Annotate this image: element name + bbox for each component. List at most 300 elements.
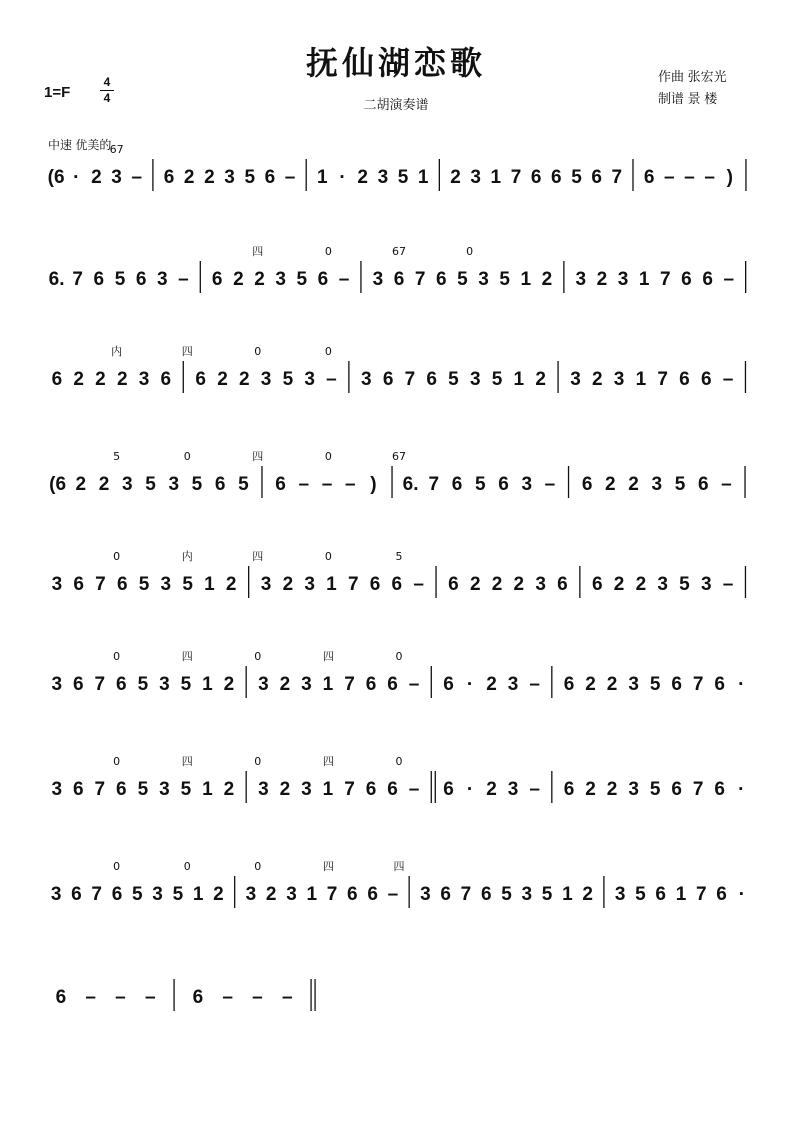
note: 3 (301, 779, 312, 800)
score-title: 抚仙湖恋歌 (305, 44, 486, 82)
note: 6 (347, 884, 358, 905)
note: 6 (435, 269, 447, 290)
note: 6. (402, 474, 419, 495)
fingering-mark: 67 (109, 143, 124, 156)
note: – (85, 987, 96, 1008)
note: 2 (75, 474, 87, 495)
note: 3 (651, 474, 663, 495)
note: 2 (279, 779, 291, 800)
note: 5 (501, 884, 512, 905)
note: 6 (116, 674, 127, 695)
note: 2 (606, 779, 618, 800)
note: 5 (137, 674, 149, 695)
note: 7 (344, 779, 355, 800)
note: 3 (258, 674, 269, 695)
note: 6 (111, 884, 123, 905)
note: 2 (204, 167, 215, 188)
note: 6 (387, 674, 398, 695)
note: 3 (301, 674, 312, 695)
note: 7 (692, 779, 704, 800)
fingering-mark: 四 (252, 245, 264, 258)
note: 2 (491, 574, 503, 595)
note: · (738, 779, 745, 800)
time-signature-top: 4 (103, 75, 111, 89)
note: 6 (51, 369, 63, 390)
fingering-mark: 四 (181, 755, 193, 768)
note: 3 (469, 369, 481, 390)
fingering-mark: 0 (113, 860, 121, 873)
fingering-mark: 5 (113, 450, 121, 463)
note: · (466, 674, 474, 695)
note: 3 (304, 369, 315, 390)
note: 3 (575, 269, 587, 290)
note: 6 (551, 167, 562, 188)
fingering-mark: 0 (113, 650, 121, 663)
fingering-mark: 0 (254, 860, 262, 873)
note: 5 (114, 269, 126, 290)
note: · (466, 779, 474, 800)
fingering-mark: 内 (111, 345, 123, 358)
note: · (738, 884, 746, 905)
note: – (387, 884, 399, 905)
fingering-mark: 四 (322, 755, 334, 768)
note: 6 (480, 884, 492, 905)
note: 6 (700, 369, 712, 390)
fingering-mark: 0 (324, 245, 332, 258)
note: (6 (49, 474, 67, 495)
note: 5 (448, 369, 459, 390)
note: 7 (611, 167, 623, 188)
note: 6 (426, 369, 437, 390)
note: 1 (520, 269, 532, 290)
note: – (722, 574, 734, 595)
note: 3 (286, 884, 297, 905)
note: 2 (582, 884, 593, 905)
note: 6 (211, 269, 223, 290)
note: 3 (160, 574, 172, 595)
note: 6 (317, 269, 329, 290)
note: – (252, 987, 263, 1008)
note: 6 (443, 779, 454, 800)
note: 6 (448, 574, 459, 595)
note: 2 (95, 369, 106, 390)
note: 6 (679, 369, 690, 390)
note: 5 (541, 884, 553, 905)
note: 3 (507, 779, 519, 800)
note: 2 (282, 574, 294, 595)
note: 6 (369, 574, 381, 595)
note: 1 (562, 884, 573, 905)
note: – (723, 269, 735, 290)
note: 5 (499, 269, 510, 290)
note: 1 (326, 574, 337, 595)
note: 1 (192, 884, 204, 905)
note: 3 (617, 269, 629, 290)
note: 3 (700, 574, 712, 595)
note: 2 (254, 269, 265, 290)
note: 5 (457, 269, 468, 290)
note: 3 (111, 167, 122, 188)
note: – (321, 474, 333, 495)
note: 5 (649, 779, 661, 800)
note: 2 (265, 884, 277, 905)
note: 1 (202, 779, 213, 800)
fingering-mark: 四 (252, 450, 264, 463)
note: 7 (660, 269, 671, 290)
note: 7 (414, 269, 426, 290)
note: – (413, 574, 424, 595)
note: 5 (674, 474, 686, 495)
note: 2 (513, 574, 525, 595)
note: 2 (357, 167, 368, 188)
score-line-2 (48, 245, 746, 293)
note: 6 (382, 369, 394, 390)
score-line-8 (48, 860, 745, 908)
note: 7 (404, 369, 416, 390)
key-signature: 1=F (44, 84, 71, 101)
note: ) (726, 167, 733, 188)
note: 6 (714, 674, 726, 695)
note: 1 (202, 674, 213, 695)
note: 2 (450, 167, 461, 188)
score-line-9 (48, 979, 315, 1011)
note: 5 (635, 884, 646, 905)
note: 5 (182, 574, 193, 595)
note: – (529, 779, 540, 800)
score-line-7 (48, 755, 744, 803)
fingering-mark: 0 (395, 650, 403, 663)
note: – (338, 269, 350, 290)
note: 3 (372, 269, 384, 290)
note: 6 (163, 167, 175, 188)
note: 3 (152, 884, 163, 905)
fingering-mark: 四 (181, 345, 193, 358)
note: 6 (214, 474, 226, 495)
note: 1 (306, 884, 318, 905)
note: 6 (160, 369, 172, 390)
note: – (222, 987, 233, 1008)
note: 2 (585, 674, 596, 695)
fingering-mark: 0 (183, 450, 191, 463)
note: 1 (204, 574, 215, 595)
note: 6 (195, 369, 206, 390)
note: 2 (535, 369, 546, 390)
note: 6 (643, 167, 655, 188)
note: 6 (72, 779, 84, 800)
note: 2 (592, 369, 603, 390)
note: – (115, 987, 126, 1008)
note: 2 (217, 369, 228, 390)
score-line-1 (48, 143, 746, 191)
note: 3 (275, 269, 286, 290)
note: – (408, 674, 420, 695)
note: 1 (417, 167, 429, 188)
composer-credit: 作曲 张宏光 (658, 69, 727, 84)
note: 5 (132, 884, 143, 905)
note: 3 (121, 474, 133, 495)
note: 2 (486, 674, 497, 695)
note: 5 (296, 269, 308, 290)
note: 7 (95, 574, 106, 595)
note: 1 (317, 167, 328, 188)
note: 6 (451, 474, 463, 495)
note: 6 (530, 167, 542, 188)
note: 6 (440, 884, 451, 905)
note: 6 (71, 884, 82, 905)
note: 2 (596, 269, 608, 290)
note: 6 (671, 674, 682, 695)
note: 1 (638, 269, 650, 290)
note: 7 (657, 369, 668, 390)
note: 7 (344, 674, 355, 695)
note: – (408, 779, 420, 800)
note: – (722, 369, 734, 390)
note: 3 (224, 167, 235, 188)
note: 3 (260, 574, 272, 595)
fingering-mark: 67 (392, 245, 406, 258)
note: 3 (377, 167, 389, 188)
note: 6 (557, 574, 568, 595)
fingering-mark: 0 (113, 550, 121, 563)
note: 5 (172, 884, 184, 905)
note: 3 (361, 369, 372, 390)
note: 3 (420, 884, 431, 905)
note: – (284, 167, 296, 188)
score-line-4 (48, 450, 745, 498)
note: 3 (51, 674, 63, 695)
note: 6 (192, 987, 204, 1008)
note: – (298, 474, 310, 495)
tempo-marking: 中速 优美的 (48, 138, 112, 152)
note: 5 (474, 474, 486, 495)
note: 5 (138, 574, 150, 595)
fingering-mark: 0 (466, 245, 474, 258)
score-line-3 (48, 344, 745, 393)
note: 2 (279, 674, 291, 695)
fingering-mark: 四 (322, 860, 334, 873)
time-signature-bottom: 4 (103, 91, 111, 105)
note: 3 (521, 884, 533, 905)
note: 3 (159, 779, 170, 800)
note: 2 (213, 884, 224, 905)
note: – (684, 167, 695, 188)
note: 3 (159, 674, 170, 695)
fingering-mark: 0 (113, 755, 121, 768)
fingering-mark: 67 (392, 450, 406, 463)
fingering-mark: 0 (254, 345, 262, 358)
note: 6 (367, 884, 378, 905)
note: 5 (180, 674, 192, 695)
note: – (529, 674, 540, 695)
note: 5 (649, 674, 661, 695)
note: 3 (245, 884, 257, 905)
note: 5 (571, 167, 582, 188)
note: 6 (391, 574, 403, 595)
fingering-mark: 0 (395, 755, 403, 768)
note: 3 (478, 269, 489, 290)
score-line-5 (48, 549, 745, 598)
fingering-mark: 四 (322, 650, 334, 663)
note: 6 (93, 269, 105, 290)
note: 3 (657, 574, 668, 595)
note: – (178, 269, 189, 290)
fingering-mark: 0 (324, 345, 332, 358)
note: 2 (98, 474, 110, 495)
fingering-mark: 0 (254, 650, 262, 663)
note: 1 (490, 167, 502, 188)
note: – (131, 167, 143, 188)
note: · (339, 167, 346, 188)
note: 3 (570, 369, 581, 390)
note: 1 (635, 369, 647, 390)
note: ) (370, 474, 377, 495)
note: 3 (260, 369, 272, 390)
note: 7 (692, 674, 704, 695)
note: 5 (180, 779, 192, 800)
note: 2 (541, 269, 553, 290)
note: 5 (491, 369, 503, 390)
score-subtitle: 二胡演奏谱 (363, 97, 429, 112)
note: 7 (695, 884, 707, 905)
note: 6 (116, 779, 127, 800)
note: 3 (156, 269, 168, 290)
note: 7 (460, 884, 472, 905)
note: 5 (282, 369, 294, 390)
note: – (664, 167, 675, 188)
note: 2 (606, 674, 618, 695)
note: 6 (72, 674, 84, 695)
note: 6 (563, 674, 575, 695)
note: 6 (443, 674, 454, 695)
note: – (721, 474, 732, 495)
note: 6 (563, 779, 575, 800)
note: 3 (168, 474, 180, 495)
note: 7 (428, 474, 440, 495)
note: 6. (48, 269, 65, 290)
note: 6 (716, 884, 727, 905)
note: 7 (72, 269, 83, 290)
note: 6 (591, 167, 602, 188)
note: 2 (628, 474, 639, 495)
fingering-mark: 0 (183, 860, 191, 873)
note: 5 (244, 167, 256, 188)
note: 6 (135, 269, 147, 290)
note: – (344, 474, 356, 495)
note: 2 (183, 167, 195, 188)
note: 5 (145, 474, 156, 495)
note: 6 (275, 474, 286, 495)
note: 6 (702, 269, 713, 290)
note: 2 (605, 474, 616, 495)
note: 7 (347, 574, 359, 595)
note: 3 (50, 884, 62, 905)
note: 3 (628, 779, 639, 800)
note: 2 (223, 674, 235, 695)
note: 6 (671, 779, 682, 800)
note: 7 (510, 167, 522, 188)
note: 5 (137, 779, 149, 800)
note: 1 (322, 674, 334, 695)
note: – (704, 167, 715, 188)
note: 7 (91, 884, 103, 905)
fingering-mark: 四 (393, 860, 405, 873)
note: 3 (521, 474, 533, 495)
note: 5 (679, 574, 690, 595)
note: – (326, 369, 337, 390)
note: 3 (535, 574, 546, 595)
note: 2 (116, 369, 128, 390)
note: 6 (581, 474, 593, 495)
note: 6 (387, 779, 398, 800)
note: 6 (55, 987, 67, 1008)
note: 2 (239, 369, 250, 390)
fingering-mark: 0 (324, 450, 332, 463)
note: 6 (498, 474, 509, 495)
note: 3 (138, 369, 150, 390)
note: 3 (470, 167, 481, 188)
fingering-mark: 四 (181, 650, 193, 663)
note: 3 (613, 369, 625, 390)
note: 3 (628, 674, 639, 695)
note: 2 (91, 167, 102, 188)
note: 5 (238, 474, 249, 495)
fingering-mark: 0 (254, 755, 262, 768)
note: 2 (233, 269, 244, 290)
fingering-mark: 0 (324, 550, 332, 563)
note: 2 (469, 574, 481, 595)
note: 6 (714, 779, 726, 800)
note: 7 (94, 779, 106, 800)
note: 2 (73, 369, 84, 390)
note: 6 (365, 674, 377, 695)
score-line-6 (48, 650, 744, 698)
note: 6 (116, 574, 128, 595)
note: 1 (675, 884, 687, 905)
note: 2 (223, 779, 235, 800)
note: 7 (326, 884, 338, 905)
note: 5 (397, 167, 409, 188)
fingering-mark: 5 (395, 550, 403, 563)
fingering-mark: 内 (181, 550, 193, 563)
note: – (281, 987, 293, 1008)
note: 6 (592, 574, 603, 595)
note: 3 (51, 779, 63, 800)
note: · (73, 167, 80, 188)
note: 2 (613, 574, 625, 595)
note: – (144, 987, 156, 1008)
note: 1 (513, 369, 525, 390)
note: 6 (655, 884, 666, 905)
note: 6 (365, 779, 377, 800)
note: 3 (304, 574, 315, 595)
note: 6 (73, 574, 84, 595)
note: 1 (322, 779, 334, 800)
note: 7 (94, 674, 106, 695)
note: 6 (697, 474, 709, 495)
note: 3 (507, 674, 519, 695)
note: (6 (47, 167, 65, 188)
note: 6 (393, 269, 405, 290)
note: 3 (51, 574, 63, 595)
note: 2 (585, 779, 596, 800)
note: 2 (486, 779, 497, 800)
note: 6 (264, 167, 276, 188)
fingering-mark: 四 (252, 550, 264, 563)
note: · (738, 674, 745, 695)
note: 6 (681, 269, 692, 290)
note: 2 (225, 574, 237, 595)
arranger-credit: 制谱 景 楼 (658, 91, 718, 106)
